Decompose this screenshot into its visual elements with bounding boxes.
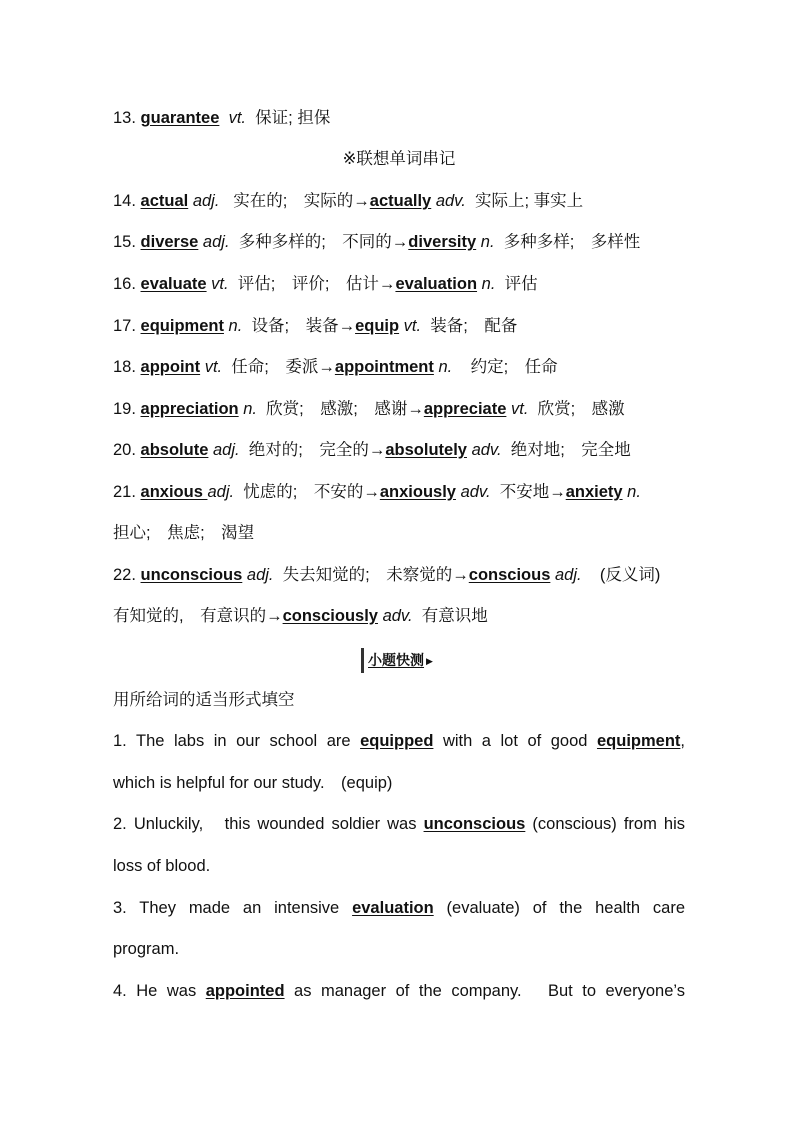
vocab-item-22 [113, 563, 685, 587]
part-of-speech: n. [480, 233, 495, 251]
question-2-continued: loss of blood. [113, 857, 211, 875]
question-text: 3. They made an intensive [113, 899, 353, 917]
quiz-instruction: 用所给词的适当形式填空 [113, 691, 295, 709]
question-3 [113, 896, 685, 920]
part-of-speech: vt. [403, 317, 422, 335]
meaning: 忧虑的; 不安的→ [243, 483, 380, 501]
derived-word: equip [355, 317, 400, 335]
meaning: 绝对的; 完全的→ [248, 441, 386, 459]
part-of-speech: adv. [435, 192, 466, 210]
vocab-item-16 [113, 272, 685, 296]
question-text: as manager of the company. But to everyone’s [284, 982, 686, 1000]
quiz-badge [361, 648, 437, 673]
vocab-item-21 [113, 480, 685, 504]
vocab-word: absolute [140, 441, 209, 459]
vocab-word: equipment [140, 317, 224, 335]
answer-blank: appointed [205, 982, 285, 1000]
vocab-item-15 [113, 230, 685, 254]
vocab-word: appreciation [140, 400, 239, 418]
question-text: 1. The labs in our school are [113, 732, 361, 750]
part-of-speech: adv. [460, 483, 491, 501]
derived-word: anxiety [565, 483, 623, 501]
vocab-word: actual [140, 192, 189, 210]
part-of-speech: adj. [192, 192, 220, 210]
section-title: ※联想单词串记 [342, 150, 456, 168]
meaning: 多种多样; 多样性 [503, 233, 641, 251]
quiz-section-badge [113, 648, 685, 673]
meaning: 设备; 装备→ [251, 317, 356, 335]
meaning: 不安地→ [499, 483, 566, 501]
vocab-item-21-continued: 担心; 焦虑; 渴望 [113, 524, 255, 542]
meaning: 实际上; 事实上 [474, 192, 584, 210]
vocab-word: appoint [140, 358, 201, 376]
meaning: 约定; 任命 [470, 358, 558, 376]
quiz-badge-label: 小题快测 [368, 652, 425, 668]
question-2 [113, 812, 685, 836]
vocab-item-22-continued [113, 604, 685, 628]
answer-blank: equipped [360, 732, 434, 750]
vocab-word: anxious [140, 483, 208, 501]
meaning: 欣赏; 感激 [537, 400, 625, 418]
answer-blank: equipment [596, 732, 681, 750]
part-of-speech: adj. [207, 483, 235, 501]
item-number: 13. [113, 109, 141, 127]
derived-word: conscious [468, 566, 551, 584]
question-text: (conscious) from his [525, 815, 685, 833]
part-of-speech: adj. [202, 233, 230, 251]
question-1-continued: which is helpful for our study. (equip) [113, 774, 393, 792]
item-number: 17. [113, 317, 141, 335]
vocab-item-18 [113, 355, 685, 379]
answer-blank: evaluation [352, 899, 434, 917]
meaning: 有意识地 [421, 607, 488, 625]
item-number: 18. [113, 358, 141, 376]
vocab-word: guarantee [140, 109, 220, 127]
antonym-note: (反义词) [599, 566, 661, 584]
derived-word: evaluation [395, 275, 478, 293]
meaning: 绝对地; 完全地 [510, 441, 631, 459]
meaning: 欣赏; 感激; 感谢→ [266, 400, 424, 418]
part-of-speech: n. [481, 275, 496, 293]
meaning: 实在的; 实际的→ [233, 192, 370, 210]
part-of-speech: n. [228, 317, 243, 335]
derived-word: anxiously [379, 483, 456, 501]
vocab-word: unconscious [140, 566, 243, 584]
part-of-speech: n. [438, 358, 453, 376]
answer-blank: unconscious [423, 815, 526, 833]
meaning: 装备; 配备 [430, 317, 518, 335]
vocab-item-17 [113, 314, 685, 338]
item-number: 22. [113, 566, 141, 584]
meaning: 有知觉的, 有意识的→ [113, 607, 283, 625]
derived-word: appointment [334, 358, 434, 376]
derived-word: diversity [408, 233, 477, 251]
vocab-item-19 [113, 397, 685, 421]
question-text: 4. He was [113, 982, 206, 1000]
part-of-speech: adv. [382, 607, 413, 625]
part-of-speech: n. [627, 483, 641, 501]
vocab-word: diverse [140, 233, 199, 251]
part-of-speech: adv. [471, 441, 502, 459]
part-of-speech: vt. [211, 275, 229, 293]
item-number: 19. [113, 400, 141, 418]
item-number: 14. [113, 192, 141, 210]
vocab-item-20 [113, 438, 685, 462]
question-1 [113, 729, 685, 753]
item-number: 20. [113, 441, 141, 459]
vocab-item-14 [113, 189, 685, 213]
derived-word: appreciate [423, 400, 507, 418]
part-of-speech: adj. [554, 566, 582, 584]
meaning: 评估; 评价; 估计→ [237, 275, 396, 293]
part-of-speech: vt. [204, 358, 223, 376]
meaning: 保证; 担保 [255, 109, 331, 127]
derived-word: consciously [282, 607, 378, 625]
item-number: 16. [113, 275, 141, 293]
question-text: 2. Unluckily, this wounded soldier was [113, 815, 424, 833]
question-text: (evaluate) of the health care [433, 899, 685, 917]
part-of-speech: vt. [510, 400, 529, 418]
meaning: 失去知觉的; 未察觉的→ [282, 566, 469, 584]
question-3-continued: program. [113, 940, 180, 958]
item-number: 15. [113, 233, 141, 251]
vocab-word: evaluate [140, 275, 207, 293]
derived-word: actually [369, 192, 432, 210]
question-4 [113, 979, 685, 1003]
question-text: , [680, 732, 685, 750]
part-of-speech: adj. [212, 441, 240, 459]
question-text: with a lot of good [433, 732, 597, 750]
vocab-item-13 [113, 106, 685, 130]
meaning: 多种多样的; 不同的→ [238, 233, 409, 251]
meaning: 任命; 委派→ [231, 358, 335, 376]
derived-word: absolutely [385, 441, 467, 459]
part-of-speech: adj. [246, 566, 274, 584]
part-of-speech: n. [243, 400, 257, 418]
part-of-speech: vt. [228, 109, 246, 127]
item-number: 21. [113, 483, 141, 501]
meaning: 评估 [504, 275, 538, 293]
